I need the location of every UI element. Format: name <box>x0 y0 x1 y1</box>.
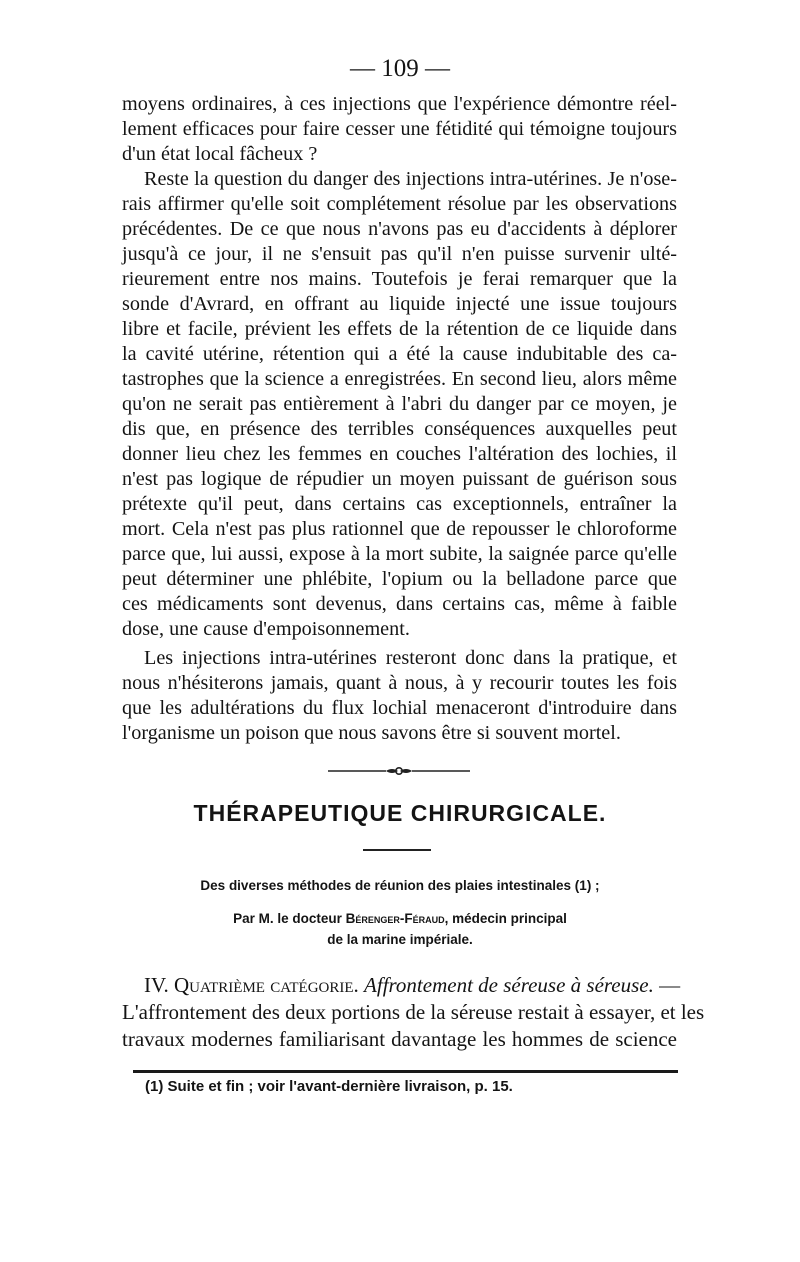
text-line: donner lieu chez les femmes en couches l'altération des lochies, il <box>122 443 677 465</box>
text-line: sonde d'Avrard, en offrant au liquide injecté une issue toujours <box>122 293 677 315</box>
text-line: parce que, lui aussi, expose à la mort subite, la saignée parce qu'elle <box>122 543 677 565</box>
text-line: peut déterminer une phlébite, l'opium ou la belladone parce que <box>122 568 677 590</box>
byline-suffix: , médecin principal <box>444 911 567 926</box>
text-line: dose, une cause d'empoisonnement. <box>122 618 410 640</box>
text-line: tastrophes que la science a enregistrées. En second lieu, alors même <box>122 368 677 390</box>
text-line: Les injections intra-utérines resteront donc dans la pratique, et <box>144 647 677 669</box>
byline-prefix: Par M. le docteur <box>233 911 346 926</box>
text-line: travaux modernes familiarisant davantage les hommes de science <box>122 1027 677 1051</box>
ornament-divider <box>328 764 470 778</box>
text-line: la cavité utérine, rétention qui a été la cause indubitable des ca- <box>122 343 677 365</box>
section-iv-heading: Affrontement de séreuse à séreuse. <box>364 973 654 997</box>
text-line: libre et facile, prévient les effets de la rétention de ce liquide dans <box>122 318 677 340</box>
text-line: d'un état local fâcheux ? <box>122 143 318 165</box>
text-line: l'organisme un poison que nous savons être si souvent mortel. <box>122 722 621 744</box>
text-line: moyens ordinaires, à ces injections que l'expérience démontre réel- <box>122 93 677 115</box>
byline-line-2: de la marine impériale. <box>327 932 473 947</box>
section-iv-heading-line <box>144 973 680 998</box>
page-number: — 109 — <box>350 55 450 82</box>
byline-author: Bérenger-Féraud <box>345 911 445 926</box>
text-line: dis que, en présence des terribles conséquences auxquelles peut <box>122 418 677 440</box>
text-line: rais affirmer qu'elle soit complétement résolue par les observations <box>122 193 677 215</box>
section-iv-dash: — <box>653 973 681 997</box>
text-line: ces médicaments sont devenus, dans certains cas, même à faible <box>122 593 677 615</box>
divider-rule <box>363 849 431 851</box>
byline-line-1 <box>0 911 800 926</box>
article-title: Des diverses méthodes de réunion des plaies intestinales (1) ; <box>200 878 600 893</box>
text-line: lement efficaces pour faire cesser une fétidité qui témoigne toujours <box>122 118 677 140</box>
text-line: précédentes. De ce que nous n'avons pas eu d'accidents à déplorer <box>122 218 677 240</box>
footnote-rule <box>133 1070 678 1073</box>
section-iv-label: Quatrième catégorie. <box>173 973 359 997</box>
text-line: Reste la question du danger des injections intra-utérines. Je n'ose- <box>144 168 677 190</box>
text-line: que les adultérations du flux lochial menaceront d'introduire dans <box>122 697 677 719</box>
section-iv-number: IV. <box>144 973 174 997</box>
text-line: nous n'hésiterons jamais, quant à nous, à y recourir toutes les fois <box>122 672 677 694</box>
text-line: mort. Cela n'est pas plus rationnel que de repousser le chloroforme <box>122 518 677 540</box>
footnote: (1) Suite et fin ; voir l'avant-dernière livraison, p. 15. <box>145 1078 513 1095</box>
text-line: n'est pas logique de répudier un moyen puissant de guérison sous <box>122 468 677 490</box>
text-line: rieurement entre nos mains. Toutefois je ferai remarquer que la <box>122 268 677 290</box>
text-line: qu'on ne serait pas entièrement à l'abri du danger par ce moyen, je <box>122 393 677 415</box>
section-title: THÉRAPEUTIQUE CHIRURGICALE. <box>193 800 607 826</box>
text-line: prétexte qu'il peut, dans certains cas exceptionnels, entraîner la <box>122 493 677 515</box>
text-line: L'affrontement des deux portions de la séreuse restait à essayer, et les <box>122 1000 705 1024</box>
text-line: jusqu'à ce jour, il ne s'ensuit pas qu'il n'en puisse survenir ulté- <box>122 243 677 265</box>
